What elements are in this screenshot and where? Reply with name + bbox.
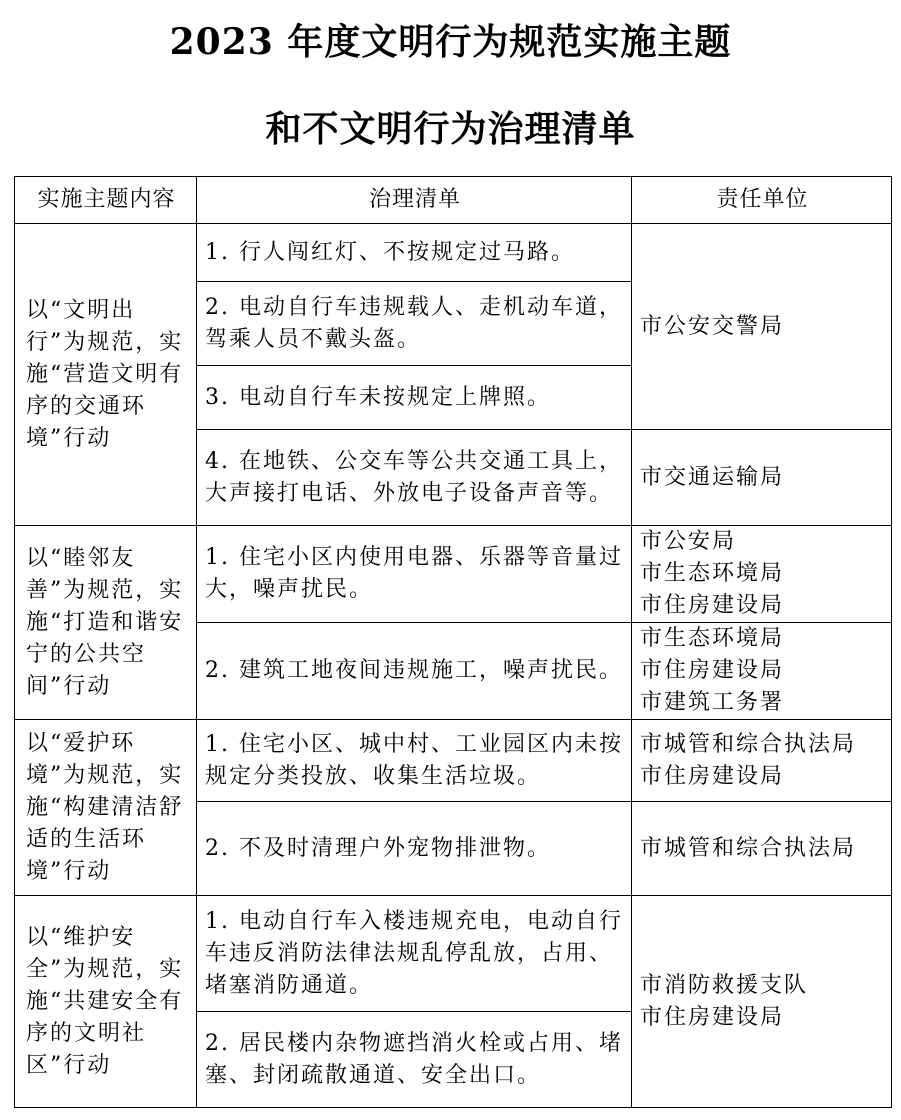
- list-item: 1. 住宅小区、城中村、工业园区内未按规定分类投放、收集生活垃圾。: [197, 720, 632, 802]
- unit-cell: [632, 802, 892, 896]
- unit-name: 市建筑工务署: [640, 690, 785, 715]
- unit-name: 市住房建设局: [640, 763, 785, 789]
- unit-name: 市住房建设局: [640, 658, 785, 683]
- theme-cell-safety: 以“维护安全”为规范，实施“共建安全有序的文明社区”行动: [15, 896, 197, 1108]
- list-item: 1. 电动自行车入楼违规充电，电动自行车违反消防法律法规乱停乱放，占用、堵塞消防通道。: [197, 896, 632, 1012]
- list-item: 1. 住宅小区内使用电器、乐器等音量过大，噪声扰民。: [197, 526, 632, 623]
- table-header-row: [15, 177, 892, 224]
- table-row: [15, 224, 892, 282]
- unit-cell: [632, 623, 892, 720]
- unit-cell: [632, 430, 892, 526]
- theme-cell-neighbor: 以“睦邻友善”为规范，实施“打造和谐安宁的公共空间”行动: [15, 526, 197, 720]
- theme-cell-traffic: 以“文明出行”为规范，实施“营造文明有序的交通环境”行动: [15, 224, 197, 526]
- unit-name: 市消防救援支队: [640, 972, 809, 998]
- list-item: 2. 居民楼内杂物遮挡消火栓或占用、堵塞、封闭疏散通道、安全出口。: [197, 1012, 632, 1108]
- list-item: 1. 行人闯红灯、不按规定过马路。: [197, 224, 632, 282]
- header-list: 治理清单: [197, 177, 632, 224]
- unit-name: 市公安交警局: [640, 313, 785, 339]
- list-item: 2. 电动自行车违规载人、走机动车道，驾乘人员不戴头盔。: [197, 282, 632, 366]
- document-title-line-2: 和不文明行为治理清单: [265, 108, 636, 150]
- list-item: 3. 电动自行车未按规定上牌照。: [197, 366, 632, 430]
- theme-cell-environment: 以“爱护环境”为规范，实施“构建清洁舒适的生活环境”行动: [15, 720, 197, 896]
- unit-name: 市生态环境局: [640, 626, 785, 651]
- header-unit: 责任单位: [632, 177, 892, 224]
- unit-cell: [632, 224, 892, 430]
- unit-name: 市公安局: [640, 529, 737, 554]
- unit-cell: [632, 526, 892, 623]
- unit-name: 市城管和综合执法局: [640, 835, 857, 861]
- header-theme: 实施主题内容: [15, 177, 197, 224]
- list-item: 2. 不及时清理户外宠物排泄物。: [197, 802, 632, 896]
- unit-name: 市生态环境局: [640, 561, 785, 586]
- unit-name: 市城管和综合执法局: [640, 731, 857, 757]
- unit-name: 市住房建设局: [640, 593, 785, 618]
- unit-name: 市住房建设局: [640, 1004, 785, 1030]
- unit-name: 市交通运输局: [640, 464, 785, 490]
- table-row: [15, 526, 892, 623]
- unit-cell: [632, 896, 892, 1108]
- unit-cell: [632, 720, 892, 802]
- list-item: 2. 建筑工地夜间违规施工，噪声扰民。: [197, 623, 632, 720]
- table-row: [15, 720, 892, 802]
- governance-table: [14, 176, 892, 1108]
- document-title-line-1: 2023 年度文明行为规范实施主题: [169, 21, 732, 63]
- table-row: [15, 896, 892, 1012]
- list-item: 4. 在地铁、公交车等公共交通工具上，大声接打电话、外放电子设备声音等。: [197, 430, 632, 526]
